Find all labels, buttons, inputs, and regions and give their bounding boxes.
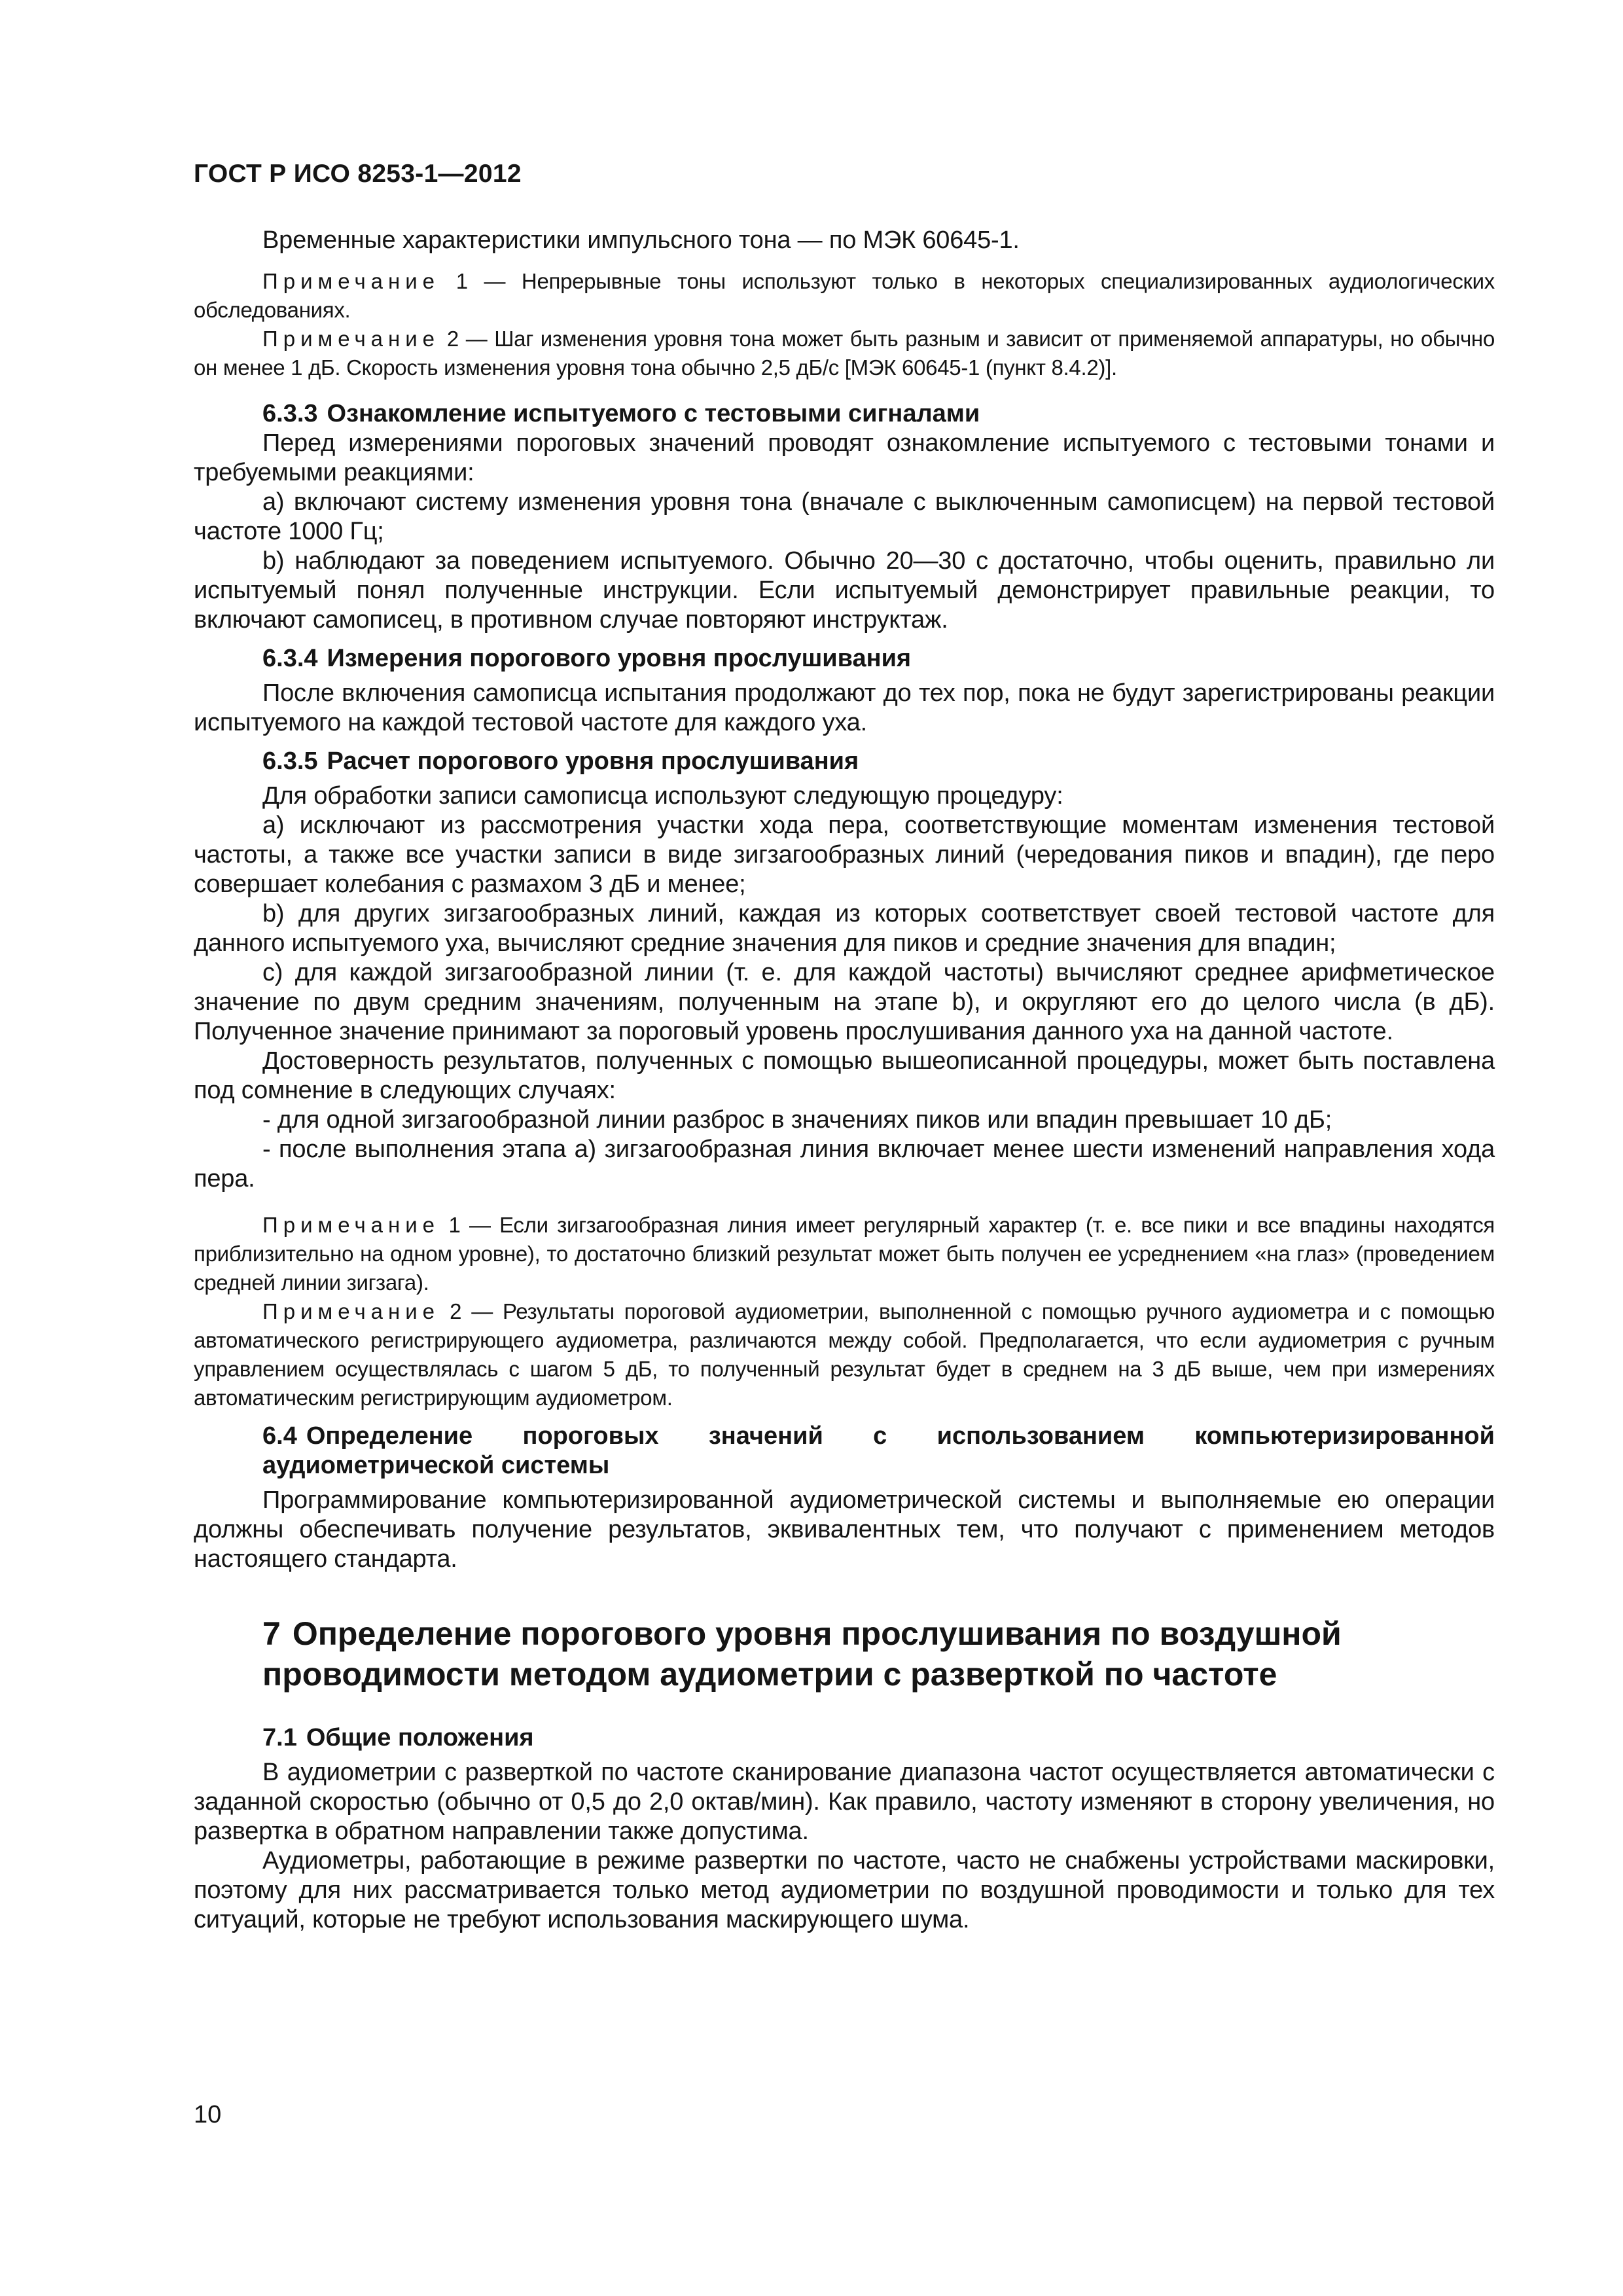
paragraph: Для обработки записи самописца используют следующую процедуру:: [262, 782, 1063, 810]
note-number: 2: [446, 327, 459, 351]
note-1: [194, 1211, 1495, 1297]
section-heading-6-3-4: [194, 644, 1495, 673]
temporal-characteristics-paragraph: Временные характеристики импульсного тона — по МЭК 60645-1.: [262, 226, 1020, 254]
note-label: Примечание: [262, 269, 440, 293]
list-item: - для одной зигзагообразной линии разброс в значениях пиков или впадин превышает 10 дБ;: [262, 1106, 1332, 1134]
list-item: b) для других зигзагообразных линий, каждая из которых соответствует своей тестовой частоте для данного испытуемого уха, вычисляют средние значения для пиков и средние значения для впадин;: [194, 900, 1495, 957]
list-item: b) наблюдают за поведением испытуемого. Обычно 20—30 с достаточно, чтобы оценить, правильно ли испытуемый понял полученные инструкции. Если испытуемый демонстрирует правильные реакции, то включают самописец, в противном случае повторяют инструктаж.: [194, 547, 1495, 634]
section-number: 7: [262, 1615, 281, 1652]
section-number: 6.3.3: [262, 400, 318, 427]
note-text: — Непрерывные тоны используют только в некоторых специализированных аудиологических обследованиях.: [194, 269, 1495, 322]
paragraph: Достоверность результатов, полученных с помощью вышеописанной процедуры, может быть поставлена под сомнение в следующих случаях:: [194, 1047, 1495, 1104]
section-heading-7: [194, 1613, 1495, 1695]
section-heading-6-4: [194, 1422, 1495, 1480]
section-heading-6-3-3: [194, 399, 1495, 429]
section-title: Измерения порогового уровня прослушивания: [327, 645, 912, 672]
section-number: 6.4: [262, 1422, 297, 1450]
note-number: 1: [448, 1213, 461, 1237]
section-number: 7.1: [262, 1724, 297, 1751]
page-number: 10: [194, 2101, 222, 2128]
standard-header: ГОСТ Р ИСО 8253-1—2012: [194, 160, 522, 188]
note-text: — Если зигзагообразная линия имеет регулярный характер (т. е. все пики и все впадины находятся приблизительно на одном уровне), то достаточно близкий результат может быть получен ее усреднением «на глаз» (проведением средней линии зигзага).: [194, 1213, 1495, 1295]
section-heading-6-3-5: [194, 747, 1495, 776]
section-number: 6.3.5: [262, 747, 318, 775]
note-label: Примечание: [262, 1213, 440, 1237]
note-label: Примечание: [262, 1299, 440, 1323]
list-item: а) включают систему изменения уровня тона (вначале с выключенным самописцем) на первой тестовой частоте 1000 Гц;: [194, 488, 1495, 545]
note-text: — Результаты пороговой аудиометрии, выполненной с помощью ручного аудиометра и с помощью автоматического регистрирующего аудиометра, различаются между собой. Предполагается, что если аудиометрия с ручным управлением осуществлялась с шагом 5 дБ, то полученный результат будет в среднем на 3 дБ выше, чем при измерениях автоматическим регистрирующим аудиометром.: [194, 1299, 1495, 1410]
paragraph: Аудиометры, работающие в режиме развертки по частоте, часто не снабжены устройствами маскировки, поэтому для них рассматривается только метод аудиометрии по воздушной проводимости и только для тех ситуаций, которые не требуют использования маскирующего шума.: [194, 1847, 1495, 1933]
paragraph: Перед измерениями пороговых значений проводят ознакомление испытуемого с тестовыми тонами и требуемыми реакциями:: [194, 429, 1495, 486]
note-2: [194, 325, 1495, 382]
note-label: Примечание: [262, 327, 440, 351]
list-item: с) для каждой зигзагообразной линии (т. е. для каждой частоты) вычисляют среднее арифметическое значение по двум средним значениям, полученным на этапе b), и округляют его до целого числа (в дБ). Полученное значение принимают за пороговый уровень прослушивания данного уха на данной частоте.: [194, 959, 1495, 1045]
section-number: 6.3.4: [262, 645, 318, 672]
note-number: 1: [455, 269, 468, 293]
page-body: [194, 226, 1495, 1935]
section-title: Определение пороговых значений с использованием компьютеризированной аудиометрической системы: [262, 1422, 1495, 1479]
section-title: Ознакомление испытуемого с тестовыми сигналами: [327, 400, 980, 427]
note-text: — Шаг изменения уровня тона может быть разным и зависит от применяемой аппаратуры, но обычно он менее 1 дБ. Скорость изменения уровня тона обычно 2,5 дБ/с [МЭК 60645-1 (пункт 8.4.2)].: [194, 327, 1495, 380]
section-title: Расчет порогового уровня прослушивания: [327, 747, 859, 775]
note-2: [194, 1297, 1495, 1412]
paragraph: После включения самописца испытания продолжают до тех пор, пока не будут зарегистрированы реакции испытуемого на каждой тестовой частоте для каждого уха.: [194, 679, 1495, 736]
list-item: а) исключают из рассмотрения участки хода пера, соответствующие моментам изменения тестовой частоты, а также все участки записи в виде зигзагообразных линий (чередования пиков и впадин), где перо совершает колебания с размахом 3 дБ и менее;: [194, 812, 1495, 898]
section-title: Определение порогового уровня прослушивания по воздушной проводимости методом аудиометрии с разверткой по частоте: [262, 1615, 1342, 1693]
note-number: 2: [450, 1299, 462, 1323]
section-heading-7-1: [194, 1723, 1495, 1753]
section-title: Общие положения: [306, 1724, 534, 1751]
note-1: [194, 267, 1495, 325]
list-item: - после выполнения этапа а) зигзагообразная линия включает менее шести изменений направления хода пера.: [194, 1136, 1495, 1193]
paragraph: Программирование компьютеризированной аудиометрической системы и выполняемые ею операции должны обеспечивать получение результатов, эквивалентных тем, что получают с применением методов настоящего стандарта.: [194, 1486, 1495, 1573]
paragraph: В аудиометрии с разверткой по частоте сканирование диапазона частот осуществляется автоматически с заданной скоростью (обычно от 0,5 до 2,0 октав/мин). Как правило, частоту изменяют в сторону увеличения, но развертка в обратном направлении также допустима.: [194, 1759, 1495, 1845]
